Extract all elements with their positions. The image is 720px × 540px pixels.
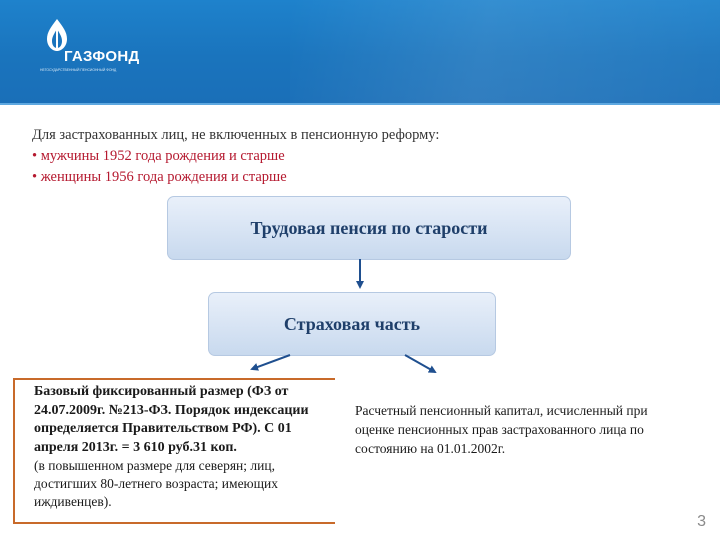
intro-title: Для застрахованных лиц, не включенных в пенсионную реформу:: [32, 127, 440, 143]
intro-item-women: • женщины 1956 года рождения и старше: [32, 169, 287, 185]
pension-type-label: Трудовая пенсия по старости: [250, 217, 488, 238]
base-fixed-amount-text: Базовый фиксированный размер (ФЗ от 24.07.2009г. №213-ФЗ. Порядок индексации определяется Правительством РФ). С 01 апреля 2013г. = 3 610 руб.31 коп.: [34, 384, 309, 455]
intro-item-men: • мужчины 1952 года рождения и старше: [32, 148, 285, 164]
arrow-down-right: [405, 355, 435, 372]
pension-capital-block: [355, 401, 685, 458]
base-fixed-amount-block: [34, 383, 334, 511]
base-fixed-amount-note: (в повышенном размере для северян; лиц, достигших 80-летнего возраста; имеющих иждивенцев).: [34, 458, 279, 509]
pension-capital-text: Расчетный пенсионный капитал, исчисленный при оценке пенсионных прав застрахованного лица по состоянию на 01.01.2002г.: [355, 403, 648, 456]
insurance-part-label: Страховая часть: [283, 313, 421, 334]
logo-name: ГАЗФОНД: [64, 48, 140, 65]
logo-tagline: НЕГОСУДАРСТВЕННЫЙ ПЕНСИОННЫЙ ФОНД: [40, 68, 117, 72]
arrow-down-left: [252, 355, 290, 369]
page-number: 3: [697, 513, 706, 530]
